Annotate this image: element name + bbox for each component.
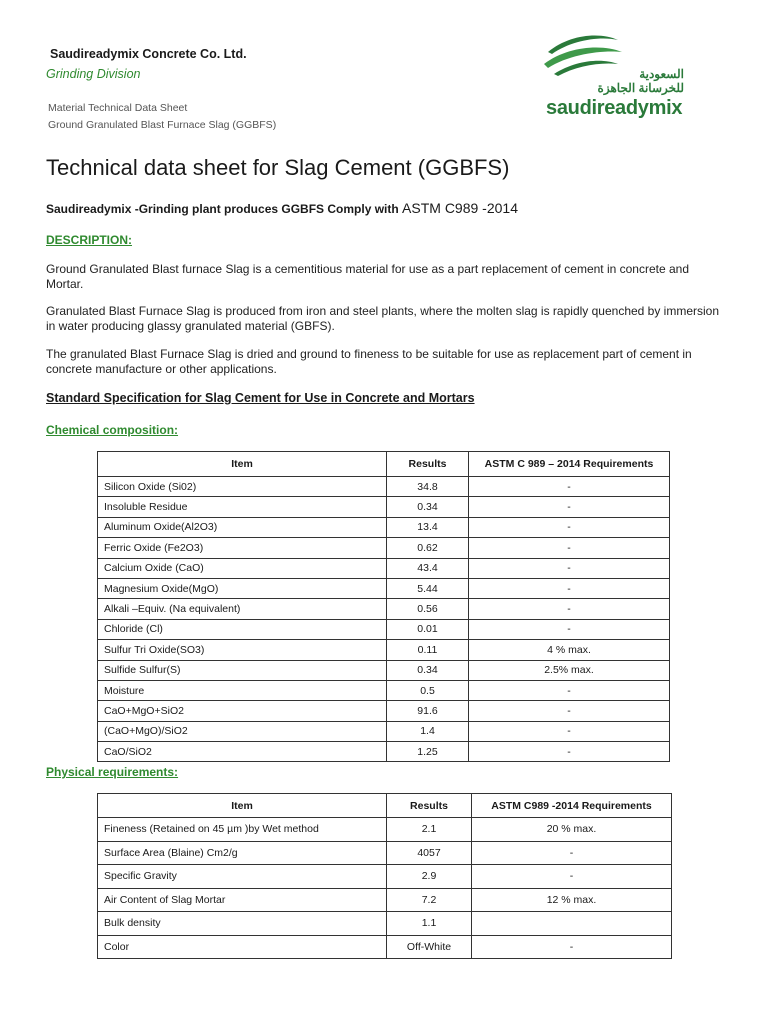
requirement-cell: - <box>469 701 670 721</box>
description-paragraph: Granulated Blast Furnace Slag is produced from iron and steel plants, where the molten slag is rapidly quenched by immersion in water producing glassy granulated material (GBFS). <box>46 304 720 333</box>
requirement-cell: 12 % max. <box>472 888 672 912</box>
table-row <box>98 888 672 912</box>
requirement-cell: - <box>469 680 670 700</box>
item-cell: Surface Area (Blaine) Cm2/g <box>98 841 387 865</box>
physical-heading: Physical requirements: <box>46 765 179 779</box>
description-heading: DESCRIPTION: <box>46 233 133 247</box>
requirement-cell: - <box>469 599 670 619</box>
item-cell: (CaO+MgO)/SiO2 <box>98 721 387 741</box>
page-subtitle <box>46 200 518 216</box>
result-cell: 91.6 <box>387 701 469 721</box>
table-row <box>98 477 670 497</box>
page-title: Technical data sheet for Slag Cement (GGBFS) <box>46 155 510 180</box>
result-cell: 2.9 <box>387 865 472 889</box>
column-header: Results <box>387 794 472 818</box>
table-row <box>98 865 672 889</box>
table-row <box>98 640 670 660</box>
material-name: Ground Granulated Blast Furnace Slag (GGBFS) <box>48 119 277 131</box>
result-cell: 2.1 <box>387 818 472 842</box>
table-row <box>98 599 670 619</box>
result-cell: 43.4 <box>387 558 469 578</box>
requirement-cell: 20 % max. <box>472 818 672 842</box>
item-cell: Calcium Oxide (CaO) <box>98 558 387 578</box>
physical-requirements-table <box>97 793 672 959</box>
item-cell: Insoluble Residue <box>98 497 387 517</box>
result-cell: 0.62 <box>387 538 469 558</box>
standard-heading: Standard Specification for Slag Cement for Use in Concrete and Mortars <box>46 391 475 405</box>
result-cell: 1.25 <box>387 742 469 762</box>
table-row <box>98 538 670 558</box>
description-paragraph: Ground Granulated Blast furnace Slag is a cementitious material for use as a part replacement of cement in concrete and Mortar. <box>46 262 690 291</box>
item-cell: Ferric Oxide (Fe2O3) <box>98 538 387 558</box>
item-cell: Air Content of Slag Mortar <box>98 888 387 912</box>
item-cell: Color <box>98 935 387 959</box>
description-paragraph: The granulated Blast Furnace Slag is dried and ground to fineness to be suitable for use as replacement part of cement in concrete manufacture or other applications. <box>46 347 692 376</box>
table-row <box>98 517 670 537</box>
requirement-cell: - <box>469 578 670 598</box>
column-header: Item <box>98 452 387 477</box>
subtitle-text: Saudireadymix -Grinding plant produces GGBFS Comply with <box>46 202 403 216</box>
item-cell: Sulfide Sulfur(S) <box>98 660 387 680</box>
requirement-cell: - <box>469 558 670 578</box>
table-row <box>98 680 670 700</box>
item-cell: CaO/SiO2 <box>98 742 387 762</box>
table-row <box>98 935 672 959</box>
standard-reference: ASTM C989 -2014 <box>402 200 518 216</box>
requirement-cell: - <box>472 935 672 959</box>
requirement-cell: - <box>469 497 670 517</box>
requirement-cell: 2.5% max. <box>469 660 670 680</box>
table-row <box>98 721 670 741</box>
division-name: Grinding Division <box>46 67 141 81</box>
item-cell: Bulk density <box>98 912 387 936</box>
table-row <box>98 619 670 639</box>
table-row <box>98 558 670 578</box>
requirement-cell: - <box>469 742 670 762</box>
requirement-cell: - <box>469 477 670 497</box>
item-cell: Moisture <box>98 680 387 700</box>
result-cell: 4057 <box>387 841 472 865</box>
item-cell: Alkali –Equiv. (Na equivalent) <box>98 599 387 619</box>
result-cell: 0.56 <box>387 599 469 619</box>
item-cell: Fineness (Retained on 45 µm )by Wet method <box>98 818 387 842</box>
requirement-cell: - <box>469 721 670 741</box>
table-header-row <box>98 794 672 818</box>
result-cell: 34.8 <box>387 477 469 497</box>
column-header: Results <box>387 452 469 477</box>
result-cell: 1.4 <box>387 721 469 741</box>
column-header: ASTM C989 -2014 Requirements <box>472 794 672 818</box>
item-cell: Specific Gravity <box>98 865 387 889</box>
item-cell: Silicon Oxide (Si02) <box>98 477 387 497</box>
requirement-cell <box>472 912 672 936</box>
table-header-row <box>98 452 670 477</box>
item-cell: Chloride (Cl) <box>98 619 387 639</box>
item-cell: Sulfur Tri Oxide(SO3) <box>98 640 387 660</box>
result-cell: 13.4 <box>387 517 469 537</box>
table-row <box>98 912 672 936</box>
document-type: Material Technical Data Sheet <box>48 102 188 114</box>
logo-wordmark: saudireadymix <box>546 97 683 119</box>
table-row <box>98 497 670 517</box>
table-row <box>98 841 672 865</box>
item-cell: CaO+MgO+SiO2 <box>98 701 387 721</box>
result-cell: 5.44 <box>387 578 469 598</box>
result-cell: 7.2 <box>387 888 472 912</box>
item-cell: Magnesium Oxide(MgO) <box>98 578 387 598</box>
column-header: Item <box>98 794 387 818</box>
item-cell: Aluminum Oxide(Al2O3) <box>98 517 387 537</box>
table-row <box>98 578 670 598</box>
table-row <box>98 818 672 842</box>
logo-arabic-line2: للخرسانة الجاهزة <box>597 81 684 95</box>
requirement-cell: - <box>472 865 672 889</box>
company-name: Saudireadymix Concrete Co. Ltd. <box>50 47 247 61</box>
requirement-cell: - <box>469 538 670 558</box>
logo-arabic-line1: السعودية <box>639 67 684 81</box>
result-cell: 1.1 <box>387 912 472 936</box>
requirement-cell: - <box>472 841 672 865</box>
column-header: ASTM C 989 – 2014 Requirements <box>469 452 670 477</box>
table-row <box>98 701 670 721</box>
chemical-composition-table <box>97 451 670 762</box>
company-logo <box>540 30 700 125</box>
requirement-cell: 4 % max. <box>469 640 670 660</box>
table-row <box>98 742 670 762</box>
table-row <box>98 660 670 680</box>
requirement-cell: - <box>469 517 670 537</box>
chemical-heading: Chemical composition: <box>46 423 179 437</box>
result-cell: 0.34 <box>387 660 469 680</box>
result-cell: Off-White <box>387 935 472 959</box>
result-cell: 0.11 <box>387 640 469 660</box>
requirement-cell: - <box>469 619 670 639</box>
result-cell: 0.01 <box>387 619 469 639</box>
result-cell: 0.5 <box>387 680 469 700</box>
result-cell: 0.34 <box>387 497 469 517</box>
